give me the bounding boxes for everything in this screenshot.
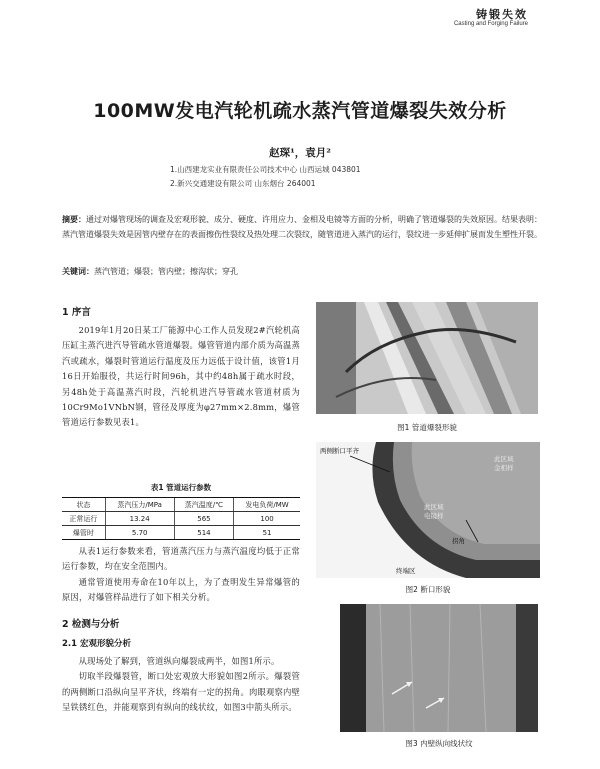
fig2-label-end: 终端区 — [396, 567, 416, 575]
figure-3-caption: 图3 内壁纵向线状纹 — [405, 739, 473, 748]
intro-paragraph: 2019年1月20日某工厂能源中心工作人员发现2#汽轮机高压缸主蒸汽进汽导管疏水管道爆裂。爆管管道内部介质为高温蒸汽或疏水，爆裂时管道运行温度及压力远低于设计值，该管1月16日开始服役，共运行时间96h，其中约48h属于疏水时段，另48h处于高温蒸汽时段，汽轮机进汽导管疏水管道材质为10Cr9Mo1VNbN钢，管径及厚度为φ27mm×2.8mm，爆管管道运行参数见表1。 — [62, 325, 300, 428]
keywords — [62, 264, 542, 279]
figure-2-caption: 图2 断口形貌 — [405, 585, 451, 594]
table-header-cell: 蒸汽温度/℃ — [174, 498, 233, 512]
paragraph: 从现场处了解到，管道纵向爆裂成两半，如图1所示。 — [78, 656, 280, 666]
pipe-burst-photo — [316, 302, 538, 414]
authors: 赵琛¹，袁月² — [269, 147, 331, 159]
abstract-text: 通过对爆管现场的调查及宏观形貌、成分、硬度、许用应力、金相及电镜等方面的分析，明确了管道爆裂的失效原因。结果表明：蒸汽管道爆裂失效是因管内壁存在的表面擦伤性裂纹及热处理二次裂纹，随管道进入蒸汽的运行，裂纹进一步延伸扩展而发生塑性开裂。 — [62, 215, 542, 239]
post-table-body — [62, 544, 300, 606]
abstract-label: 摘要： — [62, 215, 86, 224]
table-row — [62, 526, 300, 540]
paper-title: 100MW发电汽轮机疏水蒸汽管道爆裂失效分析 — [93, 100, 507, 122]
table-header-cell: 发电负荷/MW — [234, 498, 300, 512]
figure-3-photo — [340, 604, 538, 732]
affiliation-1: 1.山西建龙实业有限责任公司技术中心 山西运城 043801 — [170, 165, 361, 174]
table-cell: 爆管时 — [62, 526, 105, 540]
table-operating-params — [62, 497, 300, 540]
section-2-1-heading: 2.1 宏观形貌分析 — [62, 639, 132, 649]
section-2-heading: 2 检测与分析 — [62, 619, 120, 630]
table-cell: 正常运行 — [62, 512, 105, 526]
figure-1-caption: 图1 管道爆裂形貌 — [397, 423, 457, 432]
table-cell: 565 — [174, 512, 233, 526]
table-header-cell: 状态 — [62, 498, 105, 512]
keywords-text: 蒸汽管道；爆裂；管内壁；擦沟状；穿孔 — [94, 267, 238, 276]
section-1-body — [62, 323, 300, 431]
table-cell: 514 — [174, 526, 233, 540]
table-cell: 13.24 — [105, 512, 174, 526]
table-cell: 51 — [234, 526, 300, 540]
fig2-label-right: 此区域 金相样 — [494, 455, 514, 472]
table-row — [62, 512, 300, 526]
table-1-caption: 表1 管道运行参数 — [150, 483, 212, 492]
table-cell: 5.70 — [105, 526, 174, 540]
paragraph: 通常管道使用寿命在10年以上，为了查明发生异常爆管的原因，对爆管样品进行了如下相关分析。 — [62, 576, 300, 603]
journal-name-en: Casting and Forging Failure — [453, 21, 528, 27]
inner-wall-photo — [340, 604, 538, 732]
fig2-label-corner: 拐角 — [452, 537, 465, 545]
paragraph: 从表1运行参数来看，管道蒸汽压力与蒸汽温度均低于正常运行参数，均在安全范围内。 — [62, 546, 300, 572]
journal-name-cn: 铸锻失效 — [476, 8, 528, 21]
figure-1-photo — [316, 302, 538, 414]
fig2-label-left: 两侧断口平齐 — [320, 447, 359, 455]
section-1-heading: 1 序言 — [62, 307, 91, 318]
table-header-cell: 蒸汽压力/MPa — [105, 498, 174, 512]
section-2-body — [62, 654, 300, 716]
abstract — [62, 212, 542, 242]
affiliation-2: 2.新兴交通建设有限公司 山东烟台 264001 — [170, 179, 316, 188]
table-cell: 100 — [234, 512, 300, 526]
table-header-row — [62, 498, 300, 512]
paragraph: 切取半段爆裂管，断口处宏观放大形貌如图2所示。爆裂管的两侧断口沿纵向呈平齐状，终端有一定的拐角。肉眼观察内壁呈铁锈红色，并能观察到有纵向的线状纹，如图3中箭头所示。 — [62, 671, 300, 713]
keywords-label: 关键词： — [62, 267, 94, 276]
fig2-label-center: 此区域 电镜样 — [424, 503, 444, 520]
